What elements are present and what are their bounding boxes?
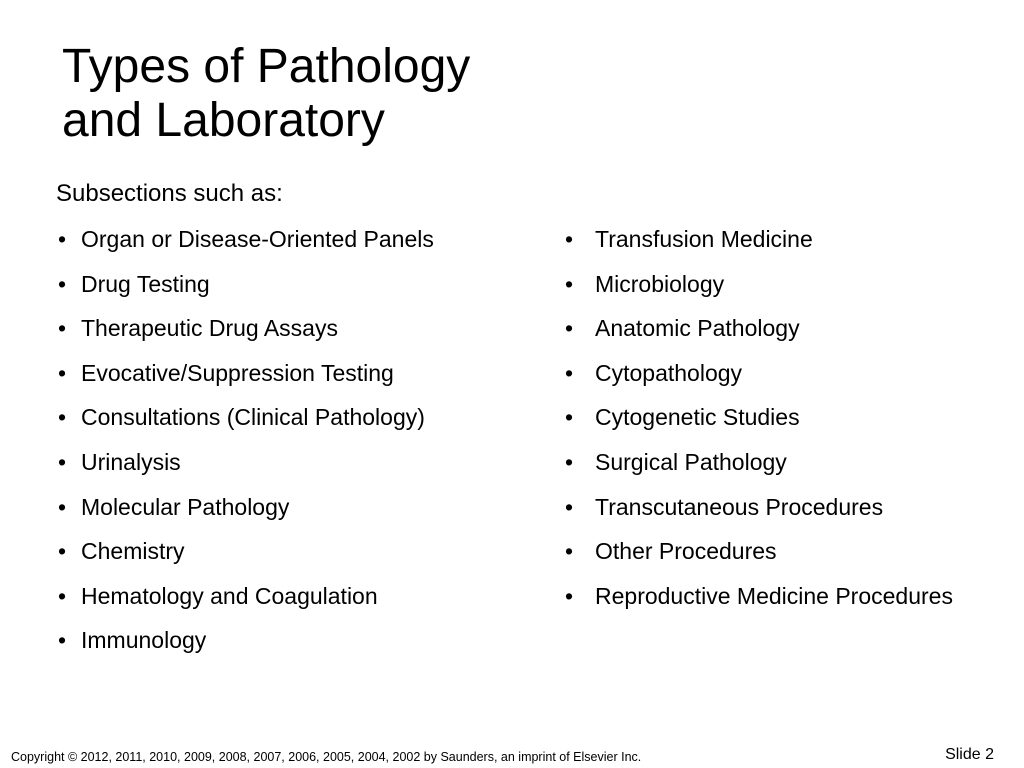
list-item (563, 222, 1013, 267)
list-item (56, 490, 526, 535)
list-item (563, 579, 1013, 624)
list-item (563, 534, 1013, 579)
bullet-icon: • (58, 226, 67, 252)
list-item (56, 534, 526, 579)
bullet-icon: • (565, 226, 574, 252)
list-item (56, 579, 526, 624)
bullet-icon: • (565, 448, 574, 475)
slide-title (62, 40, 470, 148)
list-item (563, 445, 1013, 490)
list-item-text: Surgical Pathology (595, 448, 787, 475)
list-item (56, 222, 526, 267)
list-item (563, 400, 1013, 445)
list-item-text: Transcutaneous Procedures (595, 493, 884, 520)
list-item-text: Chemistry (81, 538, 185, 565)
list-item (563, 267, 1013, 312)
bullet-icon: • (58, 270, 67, 297)
list-item (56, 445, 526, 490)
list-item-text: Cytogenetic Studies (595, 404, 800, 431)
list-item (56, 400, 526, 445)
list-item-text: Molecular Pathology (81, 493, 290, 520)
list-item (56, 623, 526, 668)
bullet-icon: • (58, 315, 67, 342)
bullet-icon: • (58, 404, 67, 431)
list-item-text: Drug Testing (81, 270, 210, 297)
right-bullet-list (563, 222, 1013, 623)
left-bullet-list (56, 222, 526, 668)
list-item-text: Consultations (Clinical Pathology) (81, 404, 425, 431)
slide-number: Slide 2 (945, 746, 994, 763)
bullet-icon: • (565, 538, 574, 565)
bullet-icon: • (58, 359, 67, 386)
slide-title-line-2: and Laboratory (62, 94, 385, 147)
list-item-text: Urinalysis (81, 448, 181, 475)
list-item-text: Microbiology (595, 270, 725, 297)
list-item-text: Reproductive Medicine Procedures (595, 582, 953, 609)
bullet-icon: • (565, 404, 574, 431)
slide-title-line-1: Types of Pathology (62, 40, 471, 93)
intro-text: Subsections such as: (56, 180, 283, 207)
bullet-icon: • (565, 270, 574, 297)
bullet-icon: • (58, 627, 67, 654)
bullet-icon: • (58, 448, 67, 475)
bullet-icon: • (565, 359, 574, 386)
list-item-text: Hematology and Coagulation (81, 582, 378, 609)
list-item (563, 490, 1013, 535)
bullet-icon: • (58, 493, 67, 520)
list-item (563, 311, 1013, 356)
copyright-footer: Copyright © 2012, 2011, 2010, 2009, 2008, 2007, 2006, 2005, 2004, 2002 by Saunders, an imprint of Elsevier Inc. (11, 750, 642, 764)
list-item-text: Cytopathology (595, 359, 743, 386)
list-item-text: Immunology (81, 627, 207, 654)
list-item (56, 356, 526, 401)
bullet-icon: • (58, 538, 67, 565)
bullet-icon: • (565, 582, 574, 609)
list-item-text: Evocative/Suppression Testing (81, 359, 394, 386)
list-item (56, 311, 526, 356)
list-item-text: Transfusion Medicine (595, 226, 813, 252)
bullet-icon: • (565, 315, 574, 342)
bullet-icon: • (565, 493, 574, 520)
bullet-icon: • (58, 582, 67, 609)
list-item-text: Therapeutic Drug Assays (81, 315, 338, 342)
list-item-text: Organ or Disease-Oriented Panels (81, 226, 434, 252)
list-item-text: Other Procedures (595, 538, 777, 565)
list-item-text: Anatomic Pathology (595, 315, 800, 342)
list-item (563, 356, 1013, 401)
list-item (56, 267, 526, 312)
